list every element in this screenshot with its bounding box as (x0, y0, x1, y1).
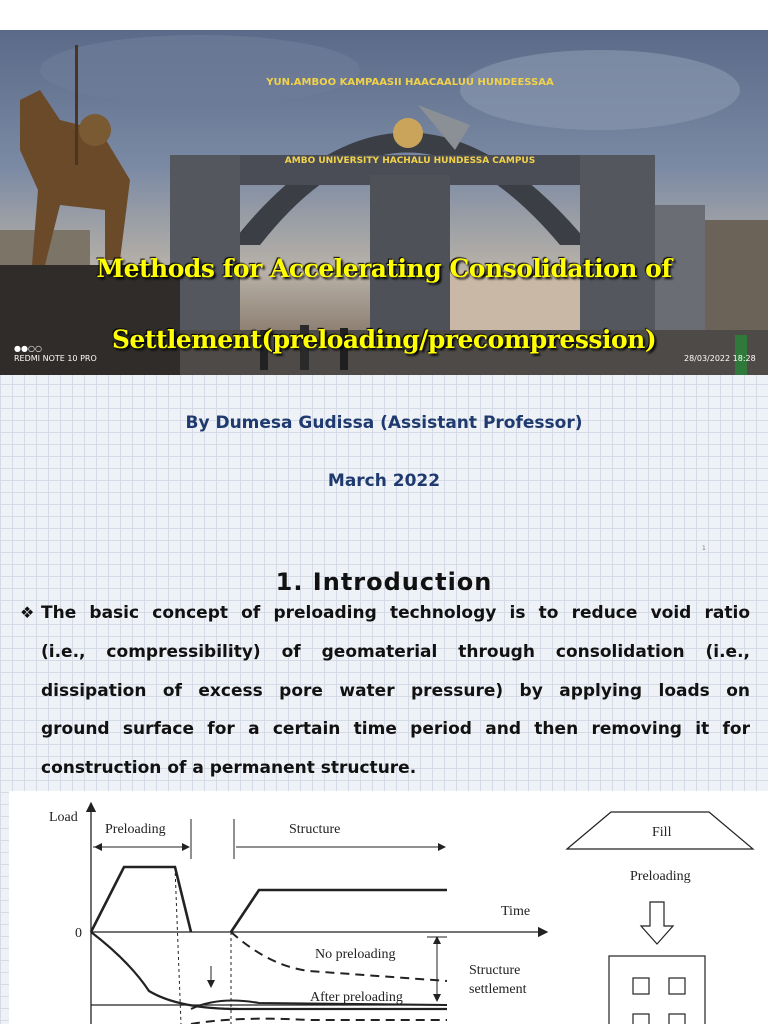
time-axis-label: Time (501, 904, 531, 919)
no-preloading-label: No preloading (315, 947, 396, 962)
paragraph-line-4: ground surface for a certain time period and then removing it for (41, 719, 750, 739)
photo-timestamp: 28/03/2022 18:28 (684, 354, 756, 363)
fill-label: Fill (652, 825, 672, 840)
structure-settlement-label-1: Structure (469, 963, 521, 978)
campus-gate-illustration (0, 30, 768, 375)
slide-title-line-1: Methods for Accelerating Consolidation of (96, 254, 672, 283)
structure-span-label: Structure (289, 822, 341, 837)
preloading-step-label: Preloading (630, 869, 691, 884)
campus-gate-photo (0, 30, 768, 375)
top-margin (0, 0, 768, 30)
origin-label: 0 (75, 926, 82, 941)
preloading-figure (9, 791, 768, 1024)
section-heading: 1. Introduction (275, 568, 493, 596)
diamond-bullet-icon: ❖ (20, 603, 35, 622)
page-number: 1 (702, 545, 706, 552)
slide-title-line-2: Settlement(preloading/precompression) (111, 325, 657, 354)
camera-dots-icon: ●●○○ (14, 344, 42, 353)
preloading-span-label: Preloading (105, 822, 166, 837)
arch-sign-top: YUN.AMBOO KAMPAASII HAACAALUU HUNDEESSAA (266, 77, 554, 88)
presentation-date: March 2022 (327, 471, 441, 491)
paragraph-line-3: dissipation of excess pore water pressure) by applying loads on (41, 681, 750, 701)
preloading-diagram (9, 791, 768, 1024)
paragraph-line-5: construction of a permanent structure. (41, 758, 417, 778)
building-icon (609, 956, 705, 1024)
load-axis-label: Load (49, 810, 78, 825)
after-preloading-label: After preloading (310, 990, 403, 1005)
structure-load-curve (231, 890, 447, 932)
paragraph-line-1: The basic concept of preloading technology is to reduce void ratio (41, 603, 750, 623)
down-arrow-icon (641, 902, 673, 944)
author-byline: By Dumesa Gudissa (Assistant Professor) (185, 413, 583, 433)
arch-sign-band: AMBO UNIVERSITY HACHALU HUNDESSA CAMPUS (284, 156, 536, 166)
photo-device-label: REDMI NOTE 10 PRO (14, 354, 97, 363)
paragraph-line-2: (i.e., compressibility) of geomaterial through consolidation (i.e., (41, 642, 750, 662)
structure-settlement-label-2: settlement (469, 982, 527, 997)
